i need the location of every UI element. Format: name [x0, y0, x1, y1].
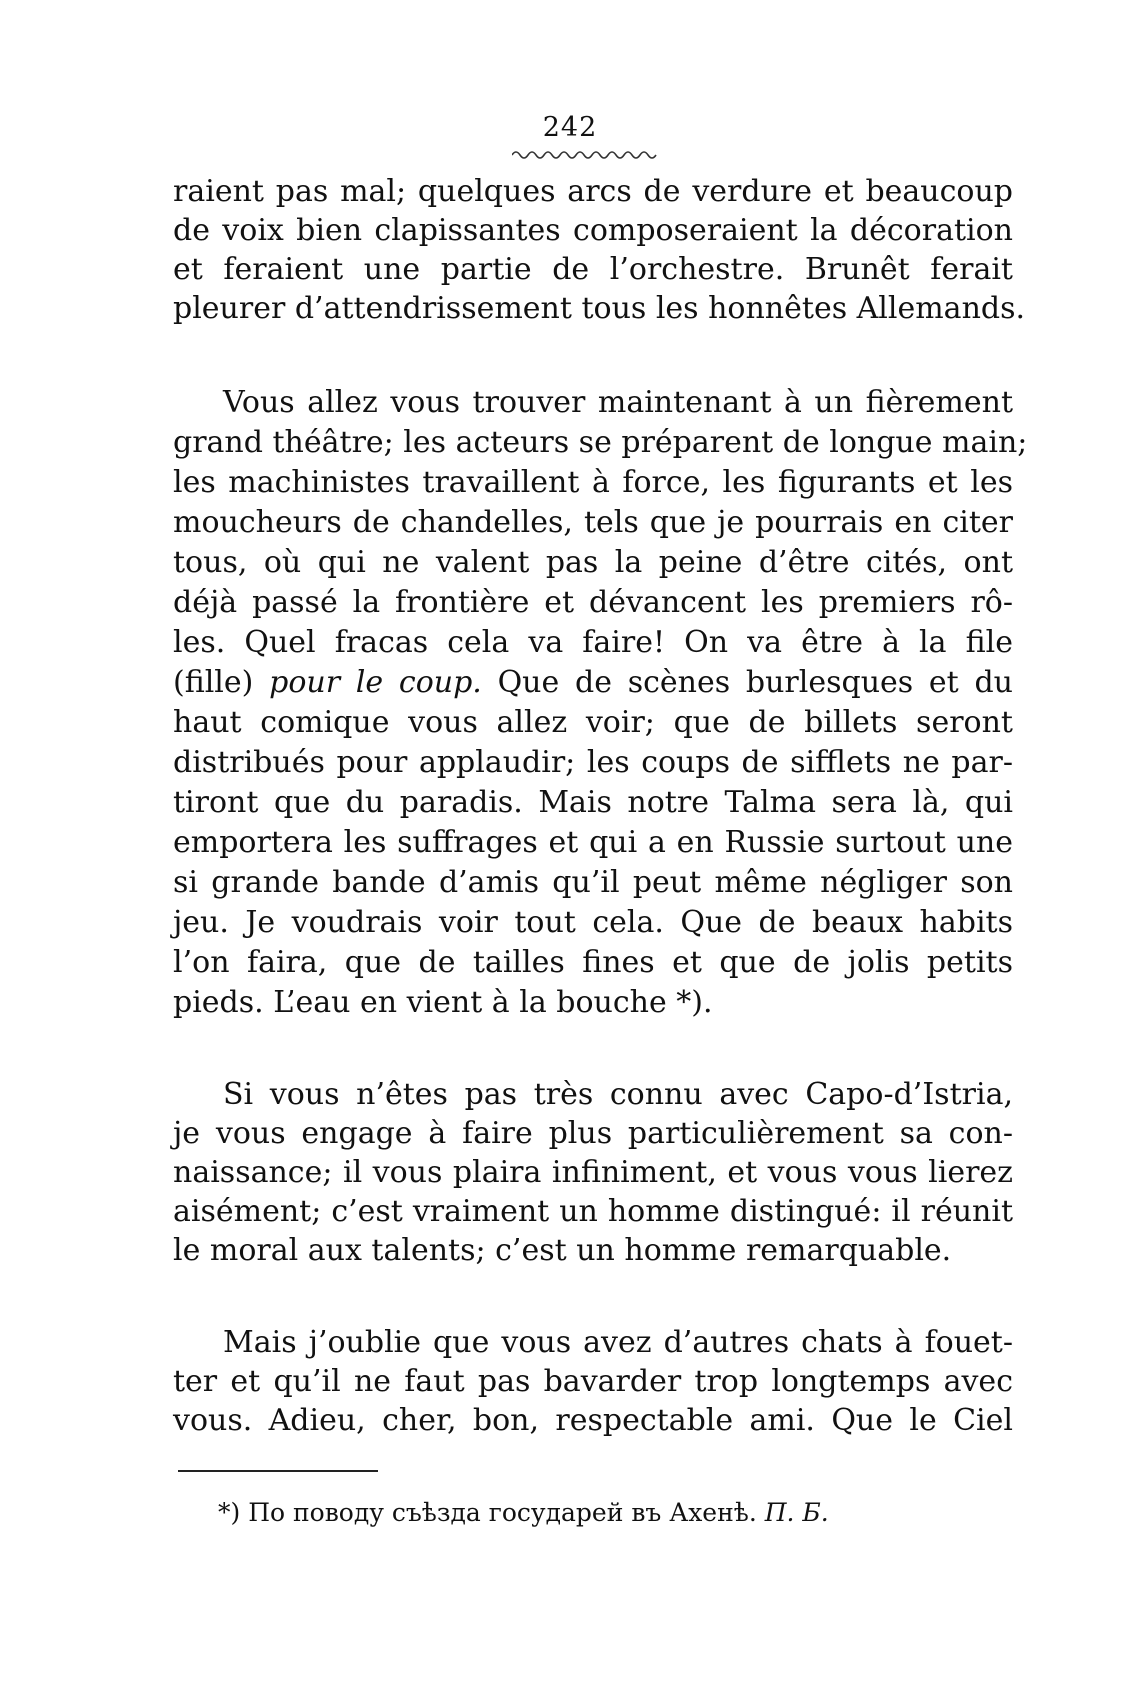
- text-line: tous, où qui ne valent pas la peine d’être cités, ont: [173, 545, 1013, 580]
- text-line: et feraient une partie de l’orchestre. Brunêt ferait: [173, 252, 1013, 287]
- text-line: pleurer d’attendrissement tous les honnêtes Allemands.: [173, 291, 1026, 326]
- footnote-text: По поводу съѣзда государей въ Ахенѣ.: [240, 1498, 765, 1527]
- text-line-indented: Vous allez vous trouver maintenant à un fièrement: [223, 385, 1013, 420]
- text-line: je vous engage à faire plus particulièrement sa con-: [173, 1116, 1013, 1151]
- text-line: si grande bande d’amis qu’il peut même négliger son: [173, 865, 1013, 900]
- text-segment: Que de scènes burlesques et du: [481, 665, 1013, 700]
- text-line: distribués pour applaudir; les coups de sifflets ne par-: [173, 745, 1013, 780]
- text-line: tiront que du paradis. Mais notre Talma sera là, qui: [173, 785, 1013, 820]
- text-line: les machinistes travaillent à force, les figurants et les: [173, 465, 1013, 500]
- text-line: jeu. Je voudrais voir tout cela. Que de beaux habits: [173, 905, 1013, 940]
- text-line: pieds. L’eau en vient à la bouche *).: [173, 985, 713, 1020]
- page-number: 242: [542, 112, 598, 143]
- text-line: les. Quel fracas cela va faire! On va être à la file: [173, 625, 1013, 660]
- text-line: raient pas mal; quelques arcs de verdure et beaucoup: [173, 174, 1013, 209]
- text-line: ter et qu’il ne faut pas bavarder trop longtemps avec: [173, 1364, 1013, 1399]
- italic-phrase: pour le coup.: [269, 665, 482, 700]
- text-line: le moral aux talents; c’est un homme remarquable.: [173, 1233, 952, 1268]
- footnote: [218, 1497, 918, 1529]
- text-line-with-italic: [173, 663, 1013, 703]
- text-segment: (fille): [173, 665, 270, 700]
- ornament-rule: [512, 146, 662, 160]
- text-line: aisément; c’est vraiment un homme distingué: il réunit: [173, 1194, 1013, 1229]
- text-line: l’on faira, que de tailles fines et que de jolis petits: [173, 945, 1013, 980]
- text-line: emportera les suffrages et qui a en Russie surtout une: [173, 825, 1013, 860]
- text-line-indented: Mais j’oublie que vous avez d’autres chats à fouet-: [223, 1325, 1013, 1360]
- text-line: de voix bien clapissantes composeraient la décoration: [173, 213, 1013, 248]
- text-line: moucheurs de chandelles, tels que je pourrais en citer: [173, 505, 1013, 540]
- text-line: naissance; il vous plaira infiniment, et vous vous lierez: [173, 1155, 1013, 1190]
- text-line: déjà passé la frontière et dévancent les premiers rô-: [173, 585, 1013, 620]
- footnote-initials: П. Б.: [764, 1498, 829, 1527]
- text-line-indented: Si vous n’êtes pas très connu avec Capo-d’Istria,: [223, 1077, 1013, 1112]
- footnote-divider: [178, 1470, 378, 1472]
- footnote-marker: *): [218, 1498, 241, 1527]
- text-line: vous. Adieu, cher, bon, respectable ami. Que le Ciel: [173, 1403, 1013, 1438]
- text-line: grand théâtre; les acteurs se préparent de longue main;: [173, 425, 1028, 460]
- text-line: haut comique vous allez voir; que de billets seront: [173, 705, 1013, 740]
